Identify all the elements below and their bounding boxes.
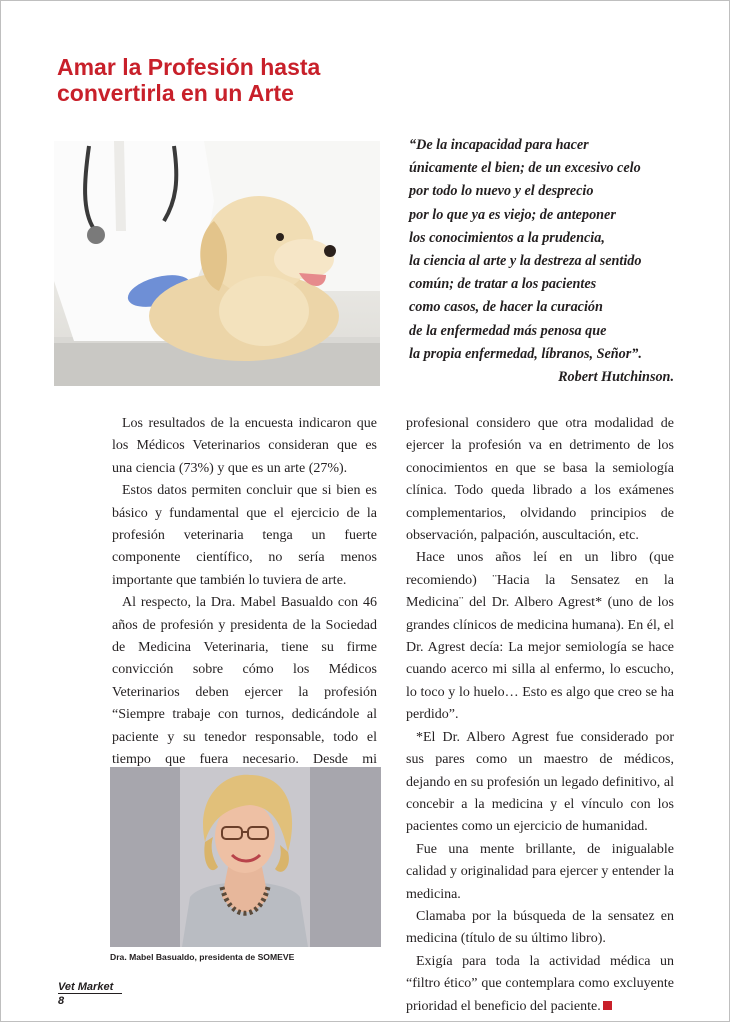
body-paragraph-text: Exigía para toda la actividad médica un “filtro ético” que contemplara como excluyente prioridad el beneficio del paciente. bbox=[406, 953, 674, 1014]
body-paragraph-last bbox=[406, 951, 674, 1018]
quote-line: los conocimientos a la prudencia, bbox=[409, 229, 605, 246]
body-paragraph: Fue una mente brillante, de inigualable calidad y originalidad para ejercer y entender la medicina. bbox=[406, 841, 674, 902]
quote-line: por lo que ya es viejo; de anteponer bbox=[409, 206, 616, 223]
quote-line: “De la incapacidad para hacer bbox=[409, 137, 589, 153]
photo-caption: Dra. Mabel Basualdo, presidenta de SOMEVE bbox=[110, 952, 295, 962]
body-paragraph: *El Dr. Albero Agrest fue considerado por sus pares como un maestro de médicos, dejando en su profesión un legado definitivo, al concebir a la medicina y el vínculo con los pacientes como un ejercicio de humanidad. bbox=[406, 729, 674, 835]
quote-line: únicamente el bien; de un excesivo celo bbox=[409, 160, 641, 177]
body-paragraph: Al respecto, la Dra. Mabel Basualdo con 46 años de profesión y presidenta de la Sociedad de Medicina Veterinaria, tiene su firme convicción sobre cómo los Médicos Veterinarios deben ejercer la profesión “Siempre trabaje con turnos, dedicándole al paciente y su tenedor responsable, todo el tiempo que fuera necesario. Desde mi bbox=[112, 595, 377, 768]
quote-line: la ciencia al arte y la destreza al sentido bbox=[409, 253, 642, 270]
portrait-photo-mabel-basualdo bbox=[110, 767, 381, 947]
quote-line: de la enfermedad más penosa que bbox=[409, 322, 607, 339]
footer-magazine-name: Vet Market bbox=[58, 981, 122, 994]
body-column-right bbox=[406, 413, 674, 1018]
end-of-article-mark bbox=[603, 1001, 612, 1010]
quote-line: por todo lo nuevo y el desprecio bbox=[409, 183, 594, 200]
hero-photo-vet-with-puppy bbox=[54, 141, 380, 386]
body-paragraph-continuation: profesional considero que otra modalidad de ejercer la profesión va en detrimento de los conocimientos en que se basa la semiología clínica. Todo queda librado a los exámenes complementarios, olvidando principios de observación, palpación, auscultación, etc. bbox=[406, 416, 674, 544]
quote-author: Robert Hutchinson. bbox=[558, 369, 674, 386]
portrait-illustration bbox=[110, 767, 381, 947]
footer-page-number: 8 bbox=[58, 995, 65, 1007]
article-title: Amar la Profesión hasta convertirla en un Arte bbox=[57, 54, 321, 106]
puppy-illustration bbox=[54, 141, 380, 386]
quote-line: como casos, de hacer la curación bbox=[409, 299, 603, 316]
body-column-left bbox=[112, 413, 377, 794]
body-paragraph: Los resultados de la encuesta indicaron que los Médicos Veterinarios consideran que es una ciencia (73%) y que es un arte (27%). bbox=[112, 416, 377, 476]
body-paragraph: Estos datos permiten concluir que si bien es básico y fundamental que el ejercicio de la profesión veterinaria tenga un fuerte componente científico, no sería menos importante que también lo tuviera de arte. bbox=[112, 483, 377, 588]
body-paragraph: Hace unos años leí en un libro (que recomiendo) ¨Hacia la Sensatez en la Medicina¨ del Dr. Albero Agrest* (uno de los grandes clínicos de medicina humana). En él, el Dr. Agrest decía: La mejor semiología se hace cuando acerco mi silla al enfermo, lo escucho, lo toco y lo huelo… Esto es algo que creo se ha perdido”. bbox=[406, 550, 674, 723]
body-paragraph: Clamaba por la búsqueda de la sensatez en medicina (título de su último libro). bbox=[406, 908, 674, 947]
pull-quote bbox=[409, 134, 674, 389]
quote-line: la propia enfermedad, líbranos, Señor”. bbox=[409, 345, 642, 362]
quote-line: común; de tratar a los pacientes bbox=[409, 276, 597, 293]
